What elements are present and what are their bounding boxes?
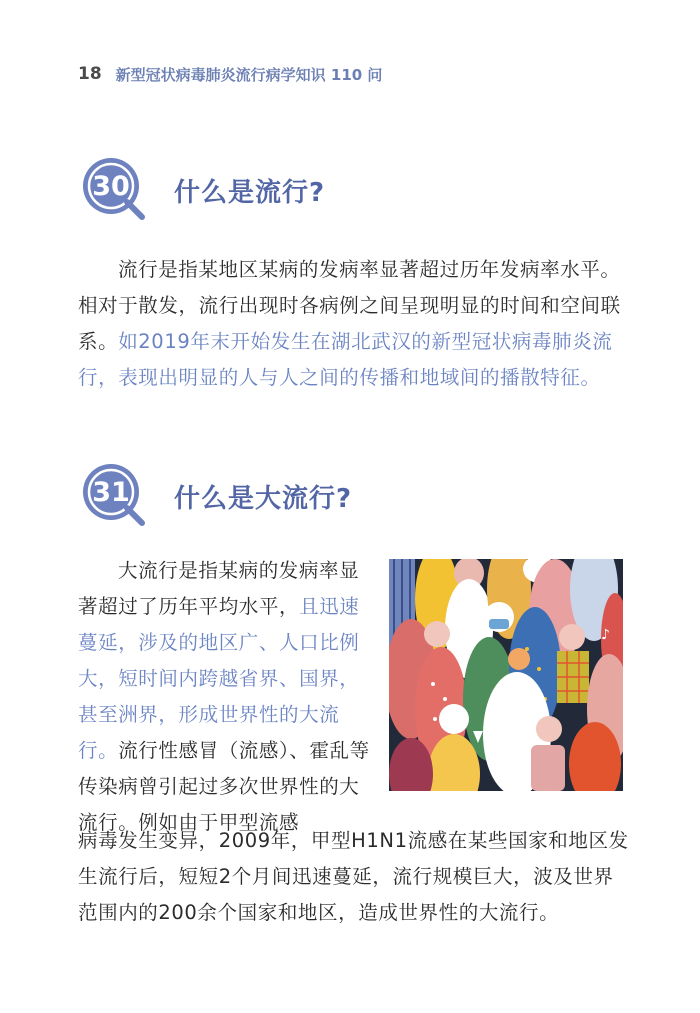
page-number: 18 bbox=[78, 64, 102, 84]
answer-paragraph-wrapped bbox=[78, 553, 378, 841]
question-number-badge bbox=[82, 463, 148, 529]
answer-text-continued: 流行性感冒（流感）、霍乱等传染病曾引起过多次世界性的大流行。例如由于甲型流感 bbox=[78, 739, 370, 834]
answer-text: 大流行是指某病的发病率显著超过了历年平均水平， bbox=[78, 559, 360, 618]
answer-highlight-text: 且迅速蔓延，涉及的地区广、人口比例大，短时间内跨越省界、国界，甚至洲界，形成世界性的大流行。 bbox=[78, 595, 360, 762]
answer-highlight-text: 如2019年末开始发生在湖北武汉的新型冠状病毒肺炎流行，表现出明显的人与人之间的传播和地域间的播散特征。 bbox=[78, 330, 613, 389]
question-number: 30 bbox=[92, 170, 130, 202]
question-title: 什么是流行? bbox=[174, 177, 326, 208]
svg-text:♪: ♪ bbox=[601, 627, 610, 643]
running-title: 新型冠状病毒肺炎流行病学知识 110 问 bbox=[115, 65, 383, 84]
crowd-illustration-icon bbox=[389, 559, 623, 791]
answer-text: 流行是指某地区某病的发病率显著超过历年发病率水平。相对于散发，流行出现时各病例之间呈现明显的时间和空间联系。 bbox=[78, 258, 621, 353]
answer-paragraph bbox=[78, 252, 630, 396]
question-title: 什么是大流行? bbox=[174, 483, 353, 514]
page-header bbox=[78, 62, 382, 86]
question-number: 31 bbox=[92, 476, 130, 508]
answer-paragraph-full: 病毒发生变异，2009年，甲型H1N1流感在某些国家和地区发生流行后，短短2个月间迅速蔓延，流行规模巨大，波及世界范围内的200余个国家和地区，造成世界性的大流行。 bbox=[78, 829, 629, 924]
question-number-badge bbox=[82, 157, 148, 223]
question-30-heading bbox=[82, 157, 325, 223]
question-31-heading bbox=[82, 463, 352, 529]
